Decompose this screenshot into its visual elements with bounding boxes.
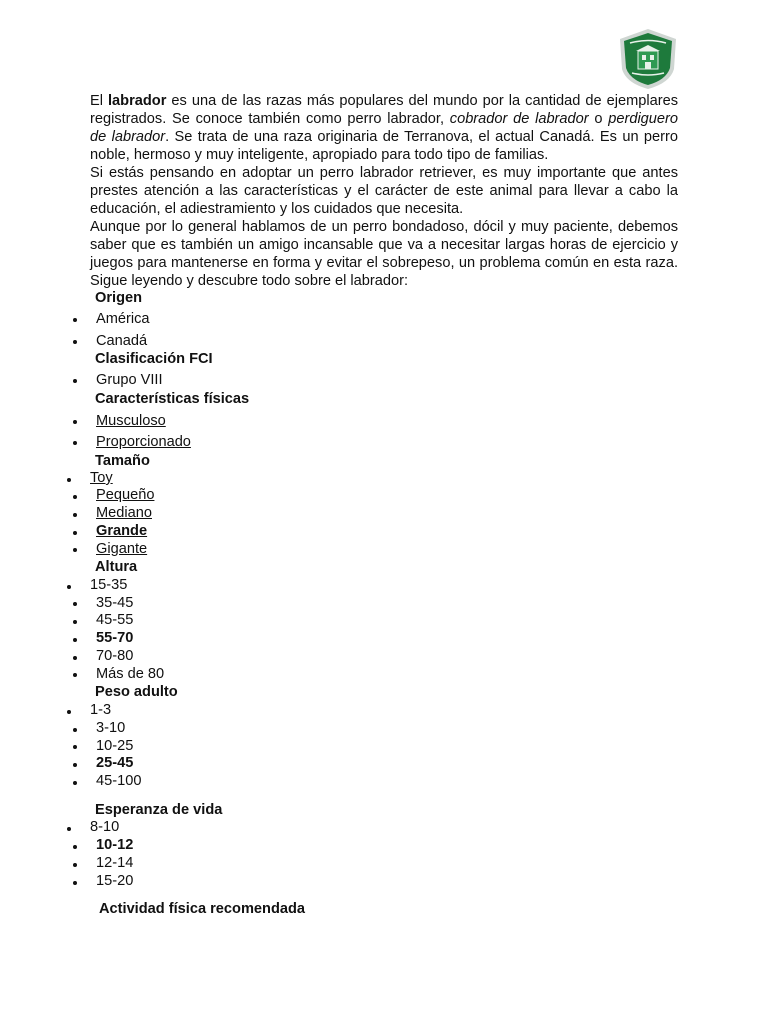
list-item: Pequeño [96, 487, 155, 503]
list-item: 15-20 [96, 873, 134, 889]
bullet-icon [73, 728, 77, 732]
bullet-icon [73, 763, 77, 767]
intro-paragraph-3: Aunque por lo general hablamos de un perro bondadoso, dócil y muy paciente, debemos saber que es también un amigo incansable que va a necesitar largas horas de ejercicio y juegos para mantenerse en forma y evitar el sobrepeso, un problema común en esta raza. Sigue leyendo y descubre todo sobre el labrador: [90, 219, 678, 289]
list-item: 12-14 [96, 855, 134, 871]
list-item: Proporcionado [96, 434, 191, 450]
bullet-icon [73, 548, 77, 552]
bullet-icon [67, 478, 71, 482]
bullet-icon [67, 827, 71, 831]
list-item: 45-55 [96, 612, 134, 628]
bullet-icon [73, 656, 77, 660]
list-item: América [96, 311, 150, 327]
list-item: 8-10 [90, 819, 120, 835]
bullet-icon [73, 379, 77, 383]
bullet-icon [73, 863, 77, 867]
bullet-icon [73, 845, 77, 849]
section-heading-esperanza: Esperanza de vida [95, 802, 223, 818]
bullet-icon [73, 673, 77, 677]
bullet-icon [73, 513, 77, 517]
bullet-icon [67, 585, 71, 589]
bullet-icon [73, 318, 77, 322]
list-item: Musculoso [96, 413, 166, 429]
list-item: Grande [96, 523, 148, 539]
bullet-icon [73, 620, 77, 624]
intro-paragraph-2: Si estás pensando en adoptar un perro labrador retriever, es muy importante que antes prestes atención a las características y el carácter de este animal para llevar a cabo la educación, el adiestramiento y los cuidados que necesita. [90, 165, 678, 217]
list-item: 1-3 [90, 702, 112, 718]
list-item: 3-10 [96, 720, 126, 736]
bullet-icon [73, 881, 77, 885]
intro-text [90, 92, 678, 290]
bullet-icon [73, 638, 77, 642]
bullet-icon [73, 531, 77, 535]
list-item: 70-80 [96, 648, 134, 664]
bullet-icon [73, 420, 77, 424]
bullet-icon [73, 495, 77, 499]
section-heading-caracteristicas: Características físicas [95, 391, 250, 407]
list-item: Gigante [96, 541, 148, 557]
list-item: Mediano [96, 505, 152, 521]
list-item: 15-35 [90, 577, 128, 593]
list-item: 10-25 [96, 738, 134, 754]
list-item: 45-100 [96, 773, 142, 789]
section-heading-origen: Origen [95, 290, 143, 306]
section-heading-peso: Peso adulto [95, 684, 178, 700]
bullet-icon [73, 602, 77, 606]
shield-crest-icon [616, 27, 680, 91]
section-heading-tamano: Tamaño [95, 453, 150, 469]
section-heading-altura: Altura [95, 559, 138, 575]
list-item: Canadá [96, 333, 148, 349]
bullet-icon [73, 781, 77, 785]
list-item: 55-70 [96, 630, 134, 646]
list-item: Grupo VIII [96, 372, 163, 388]
section-heading-actividad: Actividad física recomendada [99, 901, 306, 917]
list-item: Más de 80 [96, 666, 165, 682]
intro-paragraph-1: El labrador es una de las razas más populares del mundo por la cantidad de ejemplares registrados. Se conoce también como perro labrador, cobrador de labrador o perdiguero de labrador. Se trata de una raza originaria de Terranova, el actual Canadá. Es un perro noble, hermoso y muy inteligente, apropiado para todo tipo de familias. [90, 93, 679, 163]
list-item: 25-45 [96, 755, 134, 771]
section-heading-fci: Clasificación FCI [95, 351, 213, 367]
bullet-icon [67, 710, 71, 714]
bullet-icon [73, 441, 77, 445]
bullet-icon [73, 340, 77, 344]
bullet-icon [73, 745, 77, 749]
list-item: 10-12 [96, 837, 134, 853]
list-item: Toy [90, 470, 113, 486]
list-item: 35-45 [96, 595, 134, 611]
